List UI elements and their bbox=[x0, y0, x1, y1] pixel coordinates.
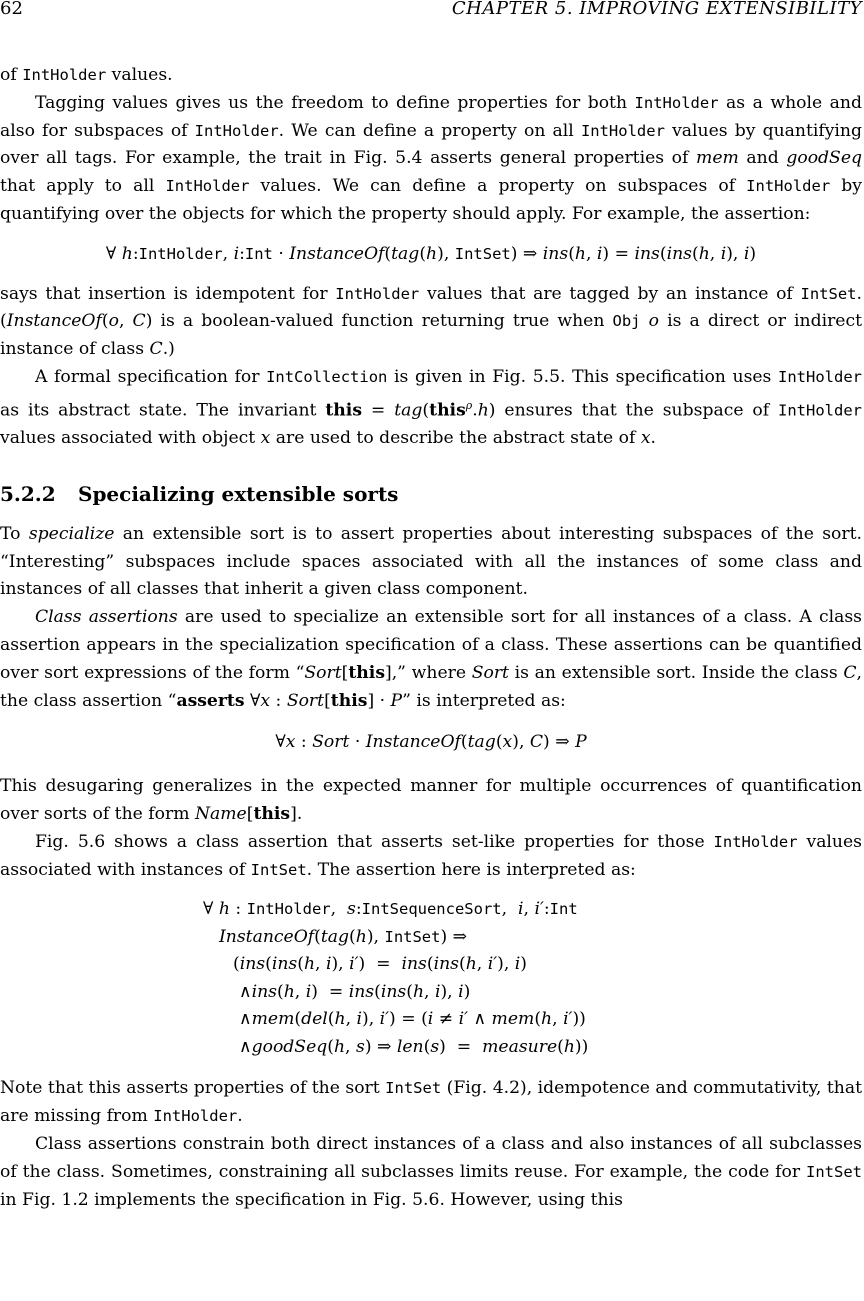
paragraph: To specialize an extensible sort is to assert properties about interesting subspaces of the sort. “Interesting” subspaces include spaces associated with all the instances of some class and instances of all classes that inherit a given class component. bbox=[0, 523, 862, 600]
paragraph: says that insertion is idempotent for IntHolder values that are tagged by an instance of IntSet. (InstanceOf(o, C) is a boolean-valued function returning true when Obj o is a direct or indirect instance of class C.) bbox=[0, 283, 863, 360]
paragraph: Class assertions are used to specialize an extensible sort for all instances of a class. A class assertion appears in the specialization specification of a class. These assertions can be quantified over sort expressions of the form “Sort[this],” where Sort is an extensible sort. Inside the class C, the class assertion “asserts ∀x : Sort[this] · P” is interpreted as: bbox=[0, 607, 863, 711]
page-number: 62 bbox=[0, 0, 23, 19]
display-equation: ∀x : Sort · InstanceOf(tag(x), C) ⇒ P bbox=[275, 732, 587, 753]
display-equation: ∀ h:IntHolder, i:Int · InstanceOf(tag(h), IntSet) ⇒ ins(h, i) = ins(ins(h, i), i) bbox=[105, 243, 757, 264]
display-equation-block: ∀ h : IntHolder, s:IntSequenceSort, i, i′:Int InstanceOf(tag(h), IntSet) ⇒ (ins(ins(h, i), i′) = ins(ins(h, i′), i) ∧ins(h, i) = ins(ins(h, i), i) ∧mem(del(h, i), i′) = (i ≠ i′ ∧ mem(h, i′)) ∧goodSeq(h, s) ⇒ len(s) = measure(h)) bbox=[203, 899, 589, 1057]
paragraph: Class assertions constrain both direct instances of a class and also instances of all subclasses of the class. Sometimes, constraining all subclasses limits reuse. For example, the code for IntSet in Fig. 1.2 implements the specification in Fig. 5.6. However, using this bbox=[0, 1134, 862, 1210]
paragraph: Fig. 5.6 shows a class assertion that asserts set-like properties for those IntHolder values associated with instances of IntSet. The assertion here is interpreted as: bbox=[0, 831, 862, 880]
paragraph: A formal specification for IntCollection is given in Fig. 5.5. This specification uses IntHolder as its abstract state. The invariant this = tag(this$^\rho$.h) ensures that the subspace of IntHolder values associated with object x are used to describe the abstract state of x. bbox=[0, 366, 863, 449]
section-title: Specializing extensible sorts bbox=[78, 482, 399, 507]
paragraph: Note that this asserts properties of the sort IntSet (Fig. 4.2), idempotence and commutativity, that are missing from IntHolder. bbox=[0, 1078, 862, 1127]
section-heading bbox=[0, 481, 862, 509]
paragraph: Tagging values gives us the freedom to define properties for both IntHolder as a whole and also for subspaces of IntHolder. We can define a property on all IntHolder values by quantifying over all tags. For example, the trait in Fig. 5.4 asserts general properties of mem and goodSeq that apply to all IntHolder values. We can define a property on subspaces of IntHolder by quantifying over the objects for which the property should apply. For example, the assertion: bbox=[0, 92, 863, 224]
paragraph: This desugaring generalizes in the expected manner for multiple occurrences of quantification over sorts of the form Name[this]. bbox=[0, 776, 862, 825]
chapter-title: CHAPTER 5. IMPROVING EXTENSIBILITY bbox=[451, 0, 862, 19]
paragraph: of IntHolder values. bbox=[0, 65, 173, 85]
section-number: 5.2.2 bbox=[0, 482, 56, 507]
running-header bbox=[0, 0, 864, 22]
body-text bbox=[0, 62, 862, 1214]
